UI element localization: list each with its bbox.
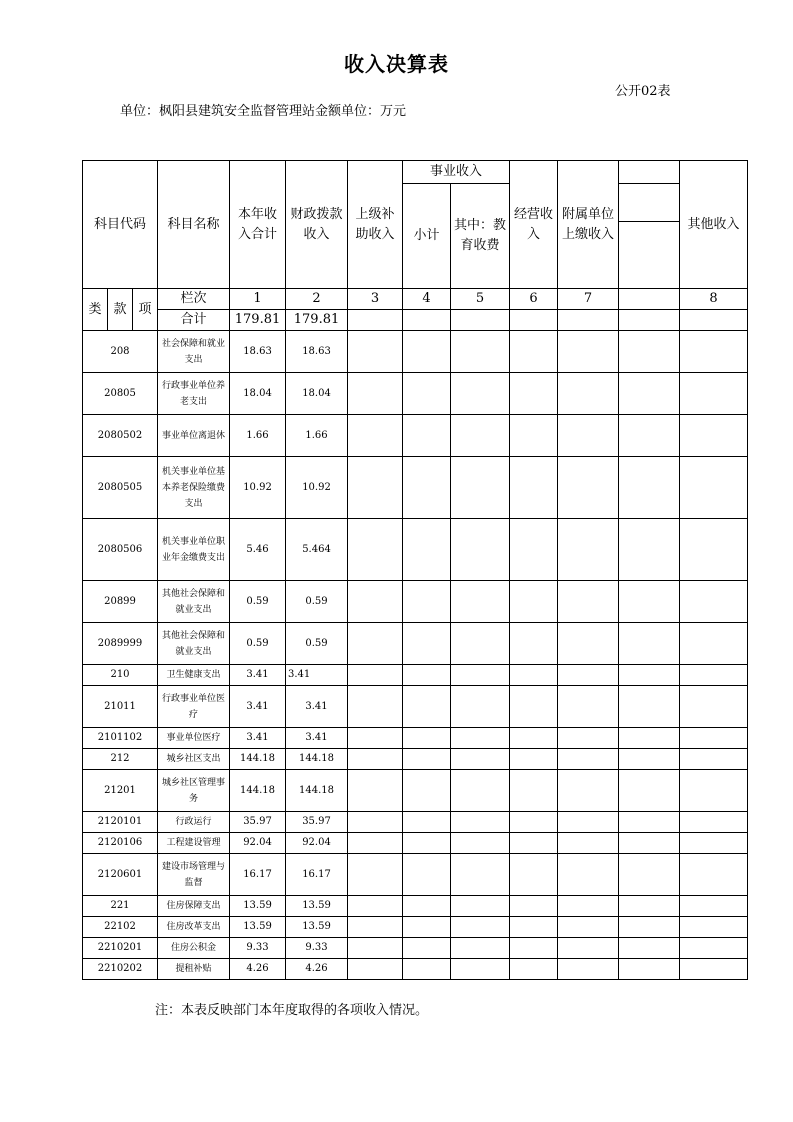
empty-cell: [619, 581, 680, 623]
empty-cell: [619, 665, 680, 686]
row-total: 35.97: [230, 812, 286, 833]
row-total: 3.41: [230, 665, 286, 686]
row-code: 221: [83, 896, 158, 917]
table-row: [83, 917, 748, 938]
footnote: 注：本表反映部门本年度取得的各项收入情况。: [155, 1003, 429, 1018]
row-fiscal: 144.18: [286, 749, 348, 770]
row-total: 0.59: [230, 581, 286, 623]
row-fiscal: 144.18: [286, 770, 348, 812]
col-num: 4: [403, 289, 451, 310]
header-lei: 类: [83, 289, 108, 331]
row-code: 2080505: [83, 457, 158, 519]
header-subject-code: 科目代码: [83, 161, 158, 289]
empty-cell: [680, 665, 748, 686]
empty-cell: [348, 665, 403, 686]
empty-cell: [348, 938, 403, 959]
row-fiscal: 18.04: [286, 373, 348, 415]
empty-cell: [403, 623, 451, 665]
empty-cell: [680, 373, 748, 415]
empty-cell: [403, 519, 451, 581]
row-fiscal: 10.92: [286, 457, 348, 519]
table-row: [83, 833, 748, 854]
empty-cell: [403, 331, 451, 373]
empty-cell: [451, 665, 510, 686]
empty-cell: [680, 749, 748, 770]
header-operating: 经营收入: [510, 161, 558, 289]
header-blank-cell: [619, 184, 680, 222]
empty-cell: [558, 331, 619, 373]
row-name: 行政事业单位养老支出: [158, 373, 230, 415]
empty-cell: [619, 728, 680, 749]
header-xiang: 项: [133, 289, 158, 331]
empty-cell: [558, 959, 619, 980]
empty-cell: [680, 581, 748, 623]
row-code: 208: [83, 331, 158, 373]
header-blank-cell: [619, 222, 680, 289]
row-fiscal: 3.41: [286, 686, 348, 728]
table-row: [83, 770, 748, 812]
empty-cell: [619, 373, 680, 415]
empty-cell: [403, 665, 451, 686]
empty-cell: [680, 415, 748, 457]
row-fiscal: 18.63: [286, 331, 348, 373]
table-row: [83, 519, 748, 581]
row-name: 工程建设管理: [158, 833, 230, 854]
form-code: 公开02表: [615, 84, 671, 99]
empty-cell: [558, 581, 619, 623]
empty-cell: [451, 896, 510, 917]
col-num: 1: [230, 289, 286, 310]
empty-cell: [403, 770, 451, 812]
row-name: 行政运行: [158, 812, 230, 833]
empty-cell: [619, 896, 680, 917]
empty-cell: [680, 938, 748, 959]
row-total: 13.59: [230, 896, 286, 917]
empty-cell: [510, 812, 558, 833]
row-code: 2210202: [83, 959, 158, 980]
empty-cell: [451, 959, 510, 980]
empty-cell: [558, 770, 619, 812]
empty-cell: [348, 415, 403, 457]
col-num: 2: [286, 289, 348, 310]
row-total: 13.59: [230, 917, 286, 938]
row-code: 2210201: [83, 938, 158, 959]
empty-cell: [510, 728, 558, 749]
empty-cell: [403, 373, 451, 415]
header-blank-cell: [619, 161, 680, 184]
empty-cell: [348, 581, 403, 623]
empty-cell: [510, 457, 558, 519]
col-num: 5: [451, 289, 510, 310]
row-code: 20805: [83, 373, 158, 415]
empty-cell: [619, 938, 680, 959]
row-total: 5.46: [230, 519, 286, 581]
table-row: [83, 665, 748, 686]
empty-cell: [558, 749, 619, 770]
row-name: 机关事业单位职业年金缴费支出: [158, 519, 230, 581]
empty-cell: [619, 415, 680, 457]
row-fiscal: 1.66: [286, 415, 348, 457]
empty-cell: [348, 770, 403, 812]
empty-cell: [619, 331, 680, 373]
empty-cell: [558, 686, 619, 728]
table-row: [83, 812, 748, 833]
row-name: 住房公积金: [158, 938, 230, 959]
row-fiscal: 3.41: [286, 665, 348, 686]
row-total: 9.33: [230, 938, 286, 959]
empty-cell: [348, 896, 403, 917]
row-total: 18.63: [230, 331, 286, 373]
empty-cell: [510, 415, 558, 457]
row-name: 机关事业单位基本养老保险缴费支出: [158, 457, 230, 519]
row-code: 212: [83, 749, 158, 770]
row-name: 建设市场管理与监督: [158, 854, 230, 896]
row-name: 事业单位离退休: [158, 415, 230, 457]
empty-cell: [510, 373, 558, 415]
total-value: 179.81: [230, 310, 286, 331]
row-code: 2101102: [83, 728, 158, 749]
empty-cell: [680, 686, 748, 728]
row-code: 2080502: [83, 415, 158, 457]
header-affiliate: 附属单位上缴收入: [558, 161, 619, 289]
row-fiscal: 13.59: [286, 896, 348, 917]
page-title: 收入决算表: [344, 52, 449, 76]
empty-cell: [558, 917, 619, 938]
empty-cell: [403, 959, 451, 980]
empty-cell: [619, 917, 680, 938]
row-code: 21201: [83, 770, 158, 812]
empty-cell: [451, 770, 510, 812]
empty-cell: [348, 728, 403, 749]
row-code: 2120601: [83, 854, 158, 896]
header-edu-fee: 其中：教育收费: [451, 184, 510, 289]
row-total: 144.18: [230, 770, 286, 812]
row-total: 10.92: [230, 457, 286, 519]
table-row: [83, 331, 748, 373]
empty-cell: [619, 812, 680, 833]
empty-cell: [619, 770, 680, 812]
empty-cell: [680, 896, 748, 917]
header-subject-name: 科目名称: [158, 161, 230, 289]
header-other: 其他收入: [680, 161, 748, 289]
empty-cell: [558, 415, 619, 457]
table-row: [83, 581, 748, 623]
col-num-blank: [619, 289, 680, 310]
empty-cell: [403, 854, 451, 896]
empty-cell: [558, 665, 619, 686]
empty-cell: [558, 373, 619, 415]
empty-cell: [451, 457, 510, 519]
empty-cell: [558, 833, 619, 854]
empty-cell: [680, 812, 748, 833]
empty-cell: [348, 812, 403, 833]
empty-cell: [558, 812, 619, 833]
empty-cell: [558, 519, 619, 581]
row-fiscal: 92.04: [286, 833, 348, 854]
empty-cell: [451, 519, 510, 581]
row-name: 住房改革支出: [158, 917, 230, 938]
total-label: 合计: [158, 310, 230, 331]
empty-cell: [451, 728, 510, 749]
row-code: 2120101: [83, 812, 158, 833]
table-row: [83, 749, 748, 770]
empty-cell: [619, 854, 680, 896]
header-superior-subsidy: 上级补助收入: [348, 161, 403, 289]
empty-cell: [510, 581, 558, 623]
row-name: 提租补贴: [158, 959, 230, 980]
empty-cell: [510, 519, 558, 581]
empty-cell: [403, 938, 451, 959]
row-fiscal: 4.26: [286, 959, 348, 980]
empty-cell: [403, 728, 451, 749]
row-fiscal: 16.17: [286, 854, 348, 896]
row-name: 行政事业单位医疗: [158, 686, 230, 728]
row-name: 事业单位医疗: [158, 728, 230, 749]
empty-cell: [451, 749, 510, 770]
table-row: [83, 457, 748, 519]
empty-cell: [558, 938, 619, 959]
empty-cell: [619, 623, 680, 665]
row-fiscal: 3.41: [286, 728, 348, 749]
empty-cell: [403, 833, 451, 854]
empty-cell: [510, 686, 558, 728]
row-name: 城乡社区管理事务: [158, 770, 230, 812]
empty-cell: [403, 686, 451, 728]
row-total: 0.59: [230, 623, 286, 665]
income-table: [82, 160, 748, 980]
empty-cell: [510, 623, 558, 665]
row-total: 16.17: [230, 854, 286, 896]
row-name: 城乡社区支出: [158, 749, 230, 770]
empty-cell: [680, 854, 748, 896]
table-row: [83, 854, 748, 896]
empty-cell: [451, 686, 510, 728]
empty-cell: [510, 938, 558, 959]
empty-cell: [348, 519, 403, 581]
empty-cell: [510, 833, 558, 854]
table-row: [83, 623, 748, 665]
row-name: 卫生健康支出: [158, 665, 230, 686]
table-row: [83, 938, 748, 959]
unit-line: 单位：枫阳县建筑安全监督管理站金额单位：万元: [120, 104, 407, 119]
empty-cell: [451, 623, 510, 665]
empty-cell: [403, 581, 451, 623]
col-num: 7: [558, 289, 619, 310]
empty-cell: [510, 959, 558, 980]
empty-cell: [348, 959, 403, 980]
header-kuan: 款: [108, 289, 133, 331]
row-total: 4.26: [230, 959, 286, 980]
empty-cell: [403, 917, 451, 938]
empty-cell: [680, 623, 748, 665]
empty-cell: [348, 331, 403, 373]
empty-cell: [403, 812, 451, 833]
empty-cell: [348, 457, 403, 519]
total-value: 179.81: [286, 310, 348, 331]
header-subtotal: 小计: [403, 184, 451, 289]
empty-cell: [558, 854, 619, 896]
row-code: 21011: [83, 686, 158, 728]
row-code: 2120106: [83, 833, 158, 854]
empty-cell: [451, 938, 510, 959]
row-code: 2080506: [83, 519, 158, 581]
row-fiscal: 0.59: [286, 581, 348, 623]
row-name: 其他社会保障和就业支出: [158, 581, 230, 623]
empty-cell: [451, 581, 510, 623]
empty-cell: [510, 896, 558, 917]
empty-cell: [403, 749, 451, 770]
col-num: 3: [348, 289, 403, 310]
row-name: 其他社会保障和就业支出: [158, 623, 230, 665]
empty-cell: [619, 959, 680, 980]
empty-cell: [348, 373, 403, 415]
col-num: 6: [510, 289, 558, 310]
empty-cell: [451, 415, 510, 457]
row-total: 3.41: [230, 686, 286, 728]
empty-cell: [403, 457, 451, 519]
empty-cell: [348, 686, 403, 728]
row-code: 20899: [83, 581, 158, 623]
table-row: [83, 896, 748, 917]
empty-cell: [510, 665, 558, 686]
row-total: 144.18: [230, 749, 286, 770]
table-row: [83, 959, 748, 980]
empty-cell: [451, 854, 510, 896]
row-name: 社会保障和就业支出: [158, 331, 230, 373]
col-num: 8: [680, 289, 748, 310]
table-row: [83, 373, 748, 415]
empty-cell: [348, 623, 403, 665]
empty-cell: [680, 457, 748, 519]
empty-cell: [403, 896, 451, 917]
empty-cell: [680, 833, 748, 854]
empty-cell: [680, 728, 748, 749]
row-total: 92.04: [230, 833, 286, 854]
empty-cell: [619, 686, 680, 728]
empty-cell: [619, 457, 680, 519]
header-business-income: 事业收入: [403, 161, 510, 184]
empty-cell: [403, 415, 451, 457]
empty-cell: [558, 728, 619, 749]
empty-cell: [680, 519, 748, 581]
row-code: 22102: [83, 917, 158, 938]
row-total: 18.04: [230, 373, 286, 415]
empty-cell: [619, 749, 680, 770]
empty-cell: [451, 833, 510, 854]
empty-cell: [451, 373, 510, 415]
table-row: [83, 728, 748, 749]
row-fiscal: 0.59: [286, 623, 348, 665]
empty-cell: [558, 457, 619, 519]
row-fiscal: 5.464: [286, 519, 348, 581]
row-fiscal: 9.33: [286, 938, 348, 959]
table-row: [83, 415, 748, 457]
col-label: 栏次: [158, 289, 230, 310]
empty-cell: [619, 519, 680, 581]
empty-cell: [510, 854, 558, 896]
row-fiscal: 13.59: [286, 917, 348, 938]
row-code: 2089999: [83, 623, 158, 665]
empty-cell: [510, 770, 558, 812]
table-row: [83, 686, 748, 728]
empty-cell: [451, 812, 510, 833]
header-fiscal: 财政拨款收入: [286, 161, 348, 289]
empty-cell: [510, 917, 558, 938]
row-fiscal: 35.97: [286, 812, 348, 833]
row-total: 3.41: [230, 728, 286, 749]
empty-cell: [348, 833, 403, 854]
empty-cell: [451, 917, 510, 938]
empty-cell: [558, 623, 619, 665]
row-total: 1.66: [230, 415, 286, 457]
row-code: 210: [83, 665, 158, 686]
empty-cell: [680, 959, 748, 980]
empty-cell: [680, 917, 748, 938]
empty-cell: [348, 854, 403, 896]
empty-cell: [348, 749, 403, 770]
empty-cell: [680, 331, 748, 373]
empty-cell: [558, 896, 619, 917]
empty-cell: [510, 749, 558, 770]
row-name: 住房保障支出: [158, 896, 230, 917]
empty-cell: [619, 833, 680, 854]
empty-cell: [680, 770, 748, 812]
empty-cell: [451, 331, 510, 373]
empty-cell: [510, 331, 558, 373]
empty-cell: [348, 917, 403, 938]
header-total-income: 本年收入合计: [230, 161, 286, 289]
